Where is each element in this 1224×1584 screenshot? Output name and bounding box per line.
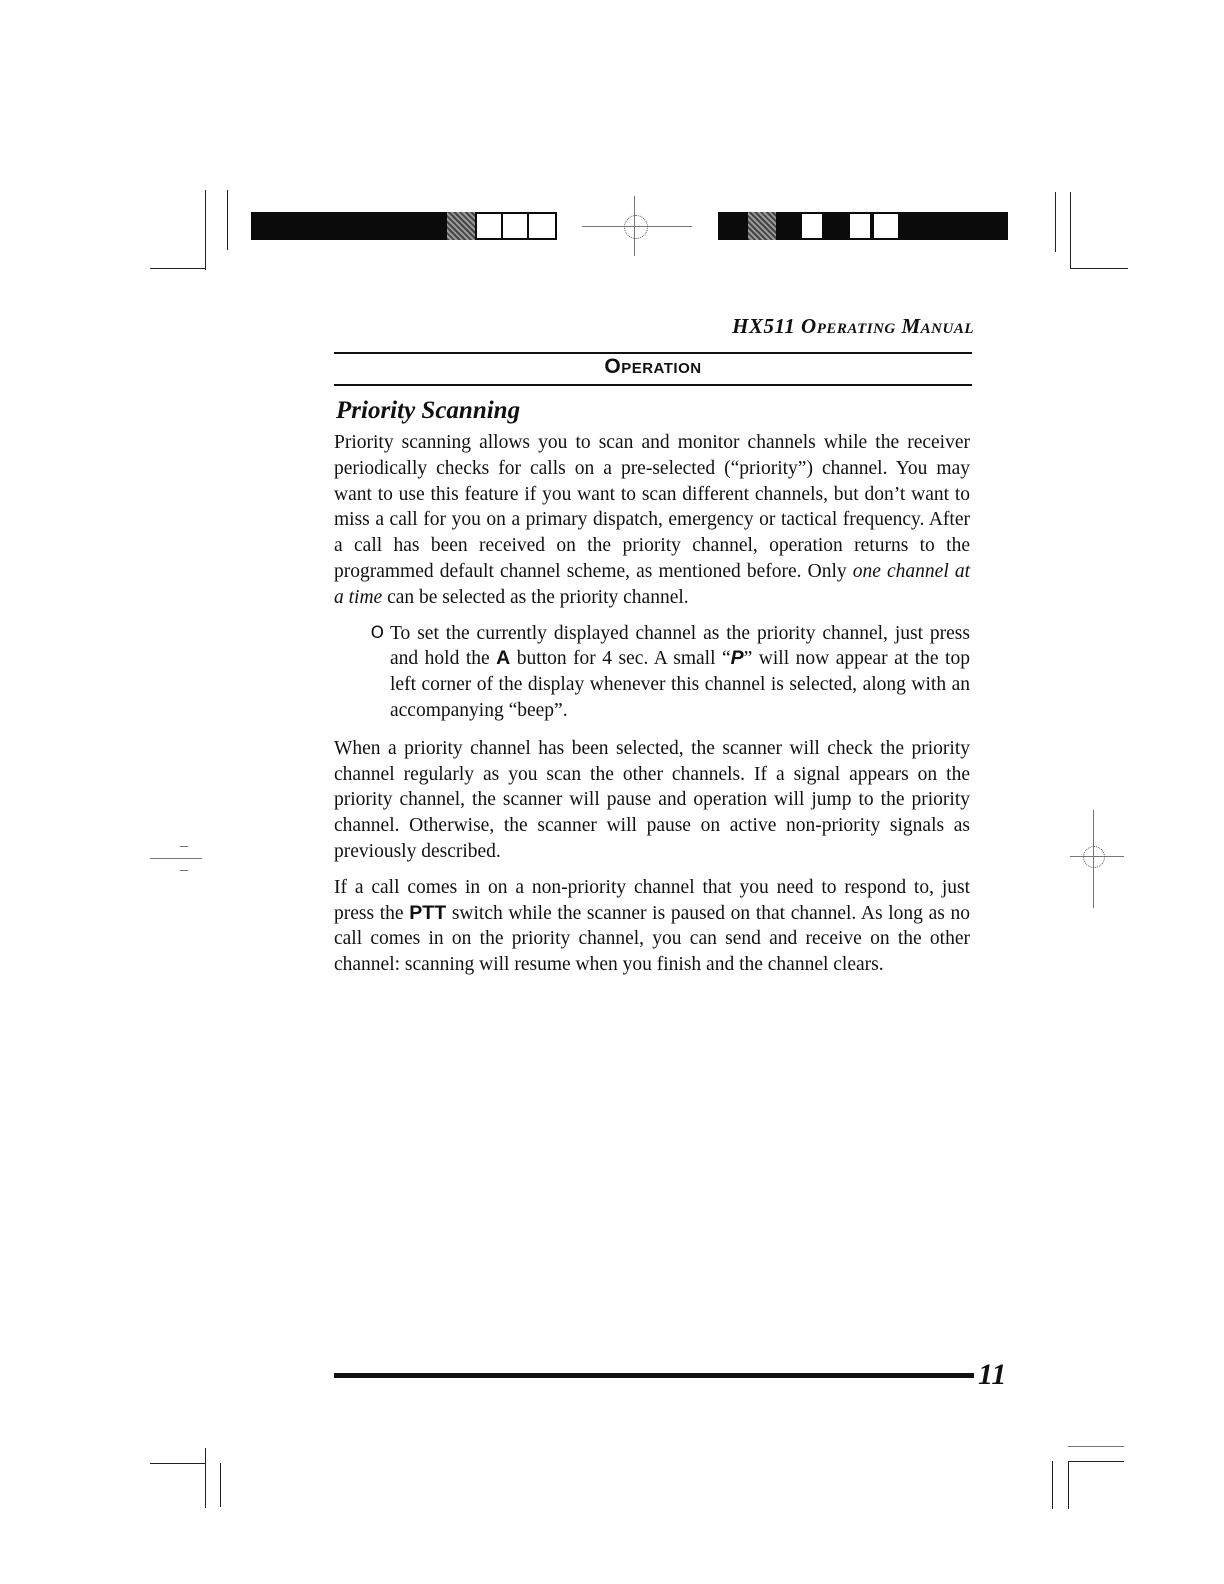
- section-rule-bottom: [334, 384, 972, 386]
- subsection-heading: Priority Scanning: [336, 397, 521, 424]
- footer-rule: [334, 1373, 974, 1378]
- intro-text-end: can be selected as the priority channel.: [387, 586, 689, 608]
- a-button-label: A: [496, 647, 511, 670]
- registration-bar-left: [251, 212, 557, 240]
- page-content: [334, 396, 970, 978]
- intro-text: Priority scanning allows you to scan and monitor channels while the receiver periodically checks for calls on a pre-selected (“priority”) channel. You may want to use this feature if you want to scan different channels, but don’t want to miss a call for you on a primary dispatch, emergency or tactical frequency. After a call has been received on the priority channel, operation returns to the programmed default channel scheme, as mentioned before. Only: [334, 432, 970, 582]
- manual-title: HX511 Operating Manual: [732, 314, 974, 338]
- ptt-text-part2: switch while the scanner is paused on that channel. As long as no call comes in on the priority channel, you can send and receive on the other channel: scanning will resume when you finish and the channel clears.: [334, 902, 971, 976]
- ptt-paragraph: [334, 875, 970, 978]
- instruction-bullet: [334, 621, 970, 724]
- bullet-text-part3: ” will now appear at the top left corner of the display whenever this channel is selected, along with an accompanying “beep”.: [390, 648, 970, 721]
- section-title: Operation: [604, 355, 702, 378]
- bullet-text-part2: button for 4 sec. A small “: [516, 648, 731, 670]
- intro-paragraph: [334, 430, 970, 611]
- bullet-text-part1: To set the currently displayed channel as the priority channel, just press and hold the: [390, 622, 970, 670]
- bullet-circle-icon: O: [370, 622, 384, 643]
- page-number: 11: [978, 1358, 1007, 1391]
- section-rule-top: [334, 352, 972, 354]
- ptt-text-part1: If a call comes in on a non-priority channel that you need to respond to, just press the: [334, 876, 970, 924]
- bullet-text: [390, 621, 970, 724]
- emphasis-text: one channel at a time: [334, 560, 971, 608]
- priority-indicator: P: [730, 647, 744, 670]
- ptt-switch-label: PTT: [409, 901, 447, 924]
- priority-behaviour-paragraph: When a priority channel has been selected, the scanner will check the priority channel regularly as you scan the other channels. If a signal appears on the priority channel, the scanner will pause and operation will jump to the priority channel. Otherwise, the scanner will pause on active non-priority signals as previously described.: [334, 737, 970, 862]
- registration-bar-right: [718, 212, 1008, 240]
